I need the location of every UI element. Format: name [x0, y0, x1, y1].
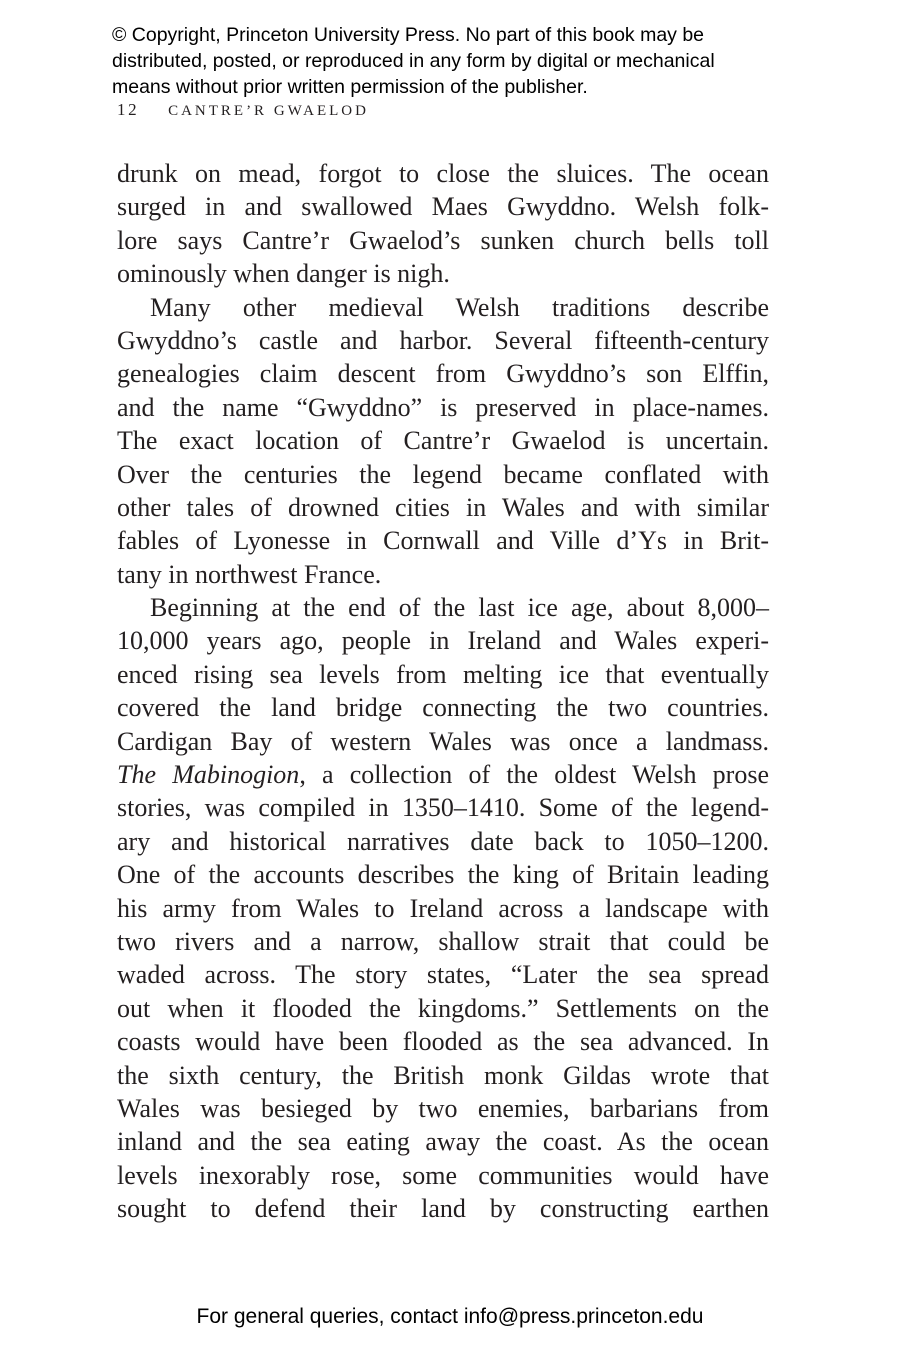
text-line: out when it flooded the kingdoms.” Settlements on the: [117, 993, 769, 1023]
text-line: The exact location of Cantre’r Gwaelod is uncertain.: [117, 426, 769, 456]
text-line: Gwyddno’s castle and harbor. Several fifteenth-century: [117, 325, 769, 355]
copyright-line: © Copyright, Princeton University Press. No part of this book may be: [112, 24, 705, 46]
text-line: enced rising sea levels from melting ice that eventually: [117, 659, 769, 689]
text-line: waded across. The story states, “Later the sea spread: [117, 960, 769, 990]
text-line: Beginning at the end of the last ice age, about 8,000–: [150, 593, 769, 623]
text-fragment: , a collection of the oldest Welsh prose: [299, 760, 769, 790]
page-number: 12: [117, 100, 140, 119]
text-line: ominously when danger is nigh.: [117, 259, 450, 289]
text-line: drunk on mead, forgot to close the sluices. The ocean: [117, 159, 769, 188]
text-line: surged in and swallowed Maes Gwyddno. Welsh folk-: [117, 192, 769, 222]
text-line: other tales of drowned cities in Wales and with similar: [117, 492, 769, 522]
text-line: covered the land bridge connecting the two countries.: [117, 693, 769, 723]
text-line: Over the centuries the legend became conflated with: [117, 459, 769, 489]
text-line: ary and historical narratives date back to 1050–1200.: [117, 826, 769, 856]
text-line: two rivers and a narrow, shallow strait that could be: [117, 926, 769, 956]
text-line: levels inexorably rose, some communities would have: [117, 1160, 769, 1190]
text-line: coasts would have been flooded as the sea advanced. In: [117, 1027, 769, 1057]
text-line: the sixth century, the British monk Gildas wrote that: [117, 1060, 769, 1090]
text-line: genealogies claim descent from Gwyddno’s son Elffin,: [117, 359, 769, 389]
book-title: The Mabinogion: [117, 760, 300, 790]
text-line: and the name “Gwyddno” is preserved in place-names.: [117, 392, 769, 422]
text-line: One of the accounts describes the king of Britain leading: [117, 860, 769, 890]
text-line: sought to defend their land by constructing earthen: [117, 1194, 769, 1224]
text-line: Wales was besieged by two enemies, barbarians from: [117, 1093, 769, 1123]
contact-footer: For general queries, contact info@press.princeton.edu: [196, 1305, 704, 1328]
text-line: stories, was compiled in 1350–1410. Some of the legend-: [117, 793, 769, 823]
text-line: 10,000 years ago, people in Ireland and Wales experi-: [117, 626, 769, 656]
text-line-with-title: [117, 758, 769, 791]
text-line: his army from Wales to Ireland across a landscape with: [117, 893, 769, 923]
copyright-line: means without prior written permission of the publisher.: [112, 76, 588, 98]
text-line: lore says Cantre’r Gwaelod’s sunken church bells toll: [117, 225, 769, 255]
text-line: inland and the sea eating away the coast. As the ocean: [117, 1127, 769, 1157]
text-line: fables of Lyonesse in Cornwall and Ville d’Ys in Brit-: [117, 526, 769, 556]
text-line: Cardigan Bay of western Wales was once a landmass.: [117, 726, 769, 756]
running-head: [117, 100, 369, 120]
text-line: Many other medieval Welsh traditions describe: [150, 292, 769, 322]
copyright-notice: [112, 22, 812, 100]
body-text: [117, 157, 769, 1226]
text-line: tany in northwest France.: [117, 559, 382, 589]
copyright-line: distributed, posted, or reproduced in any form by digital or mechanical: [112, 50, 715, 72]
chapter-title: CANTRE’R GWAELOD: [168, 103, 369, 119]
